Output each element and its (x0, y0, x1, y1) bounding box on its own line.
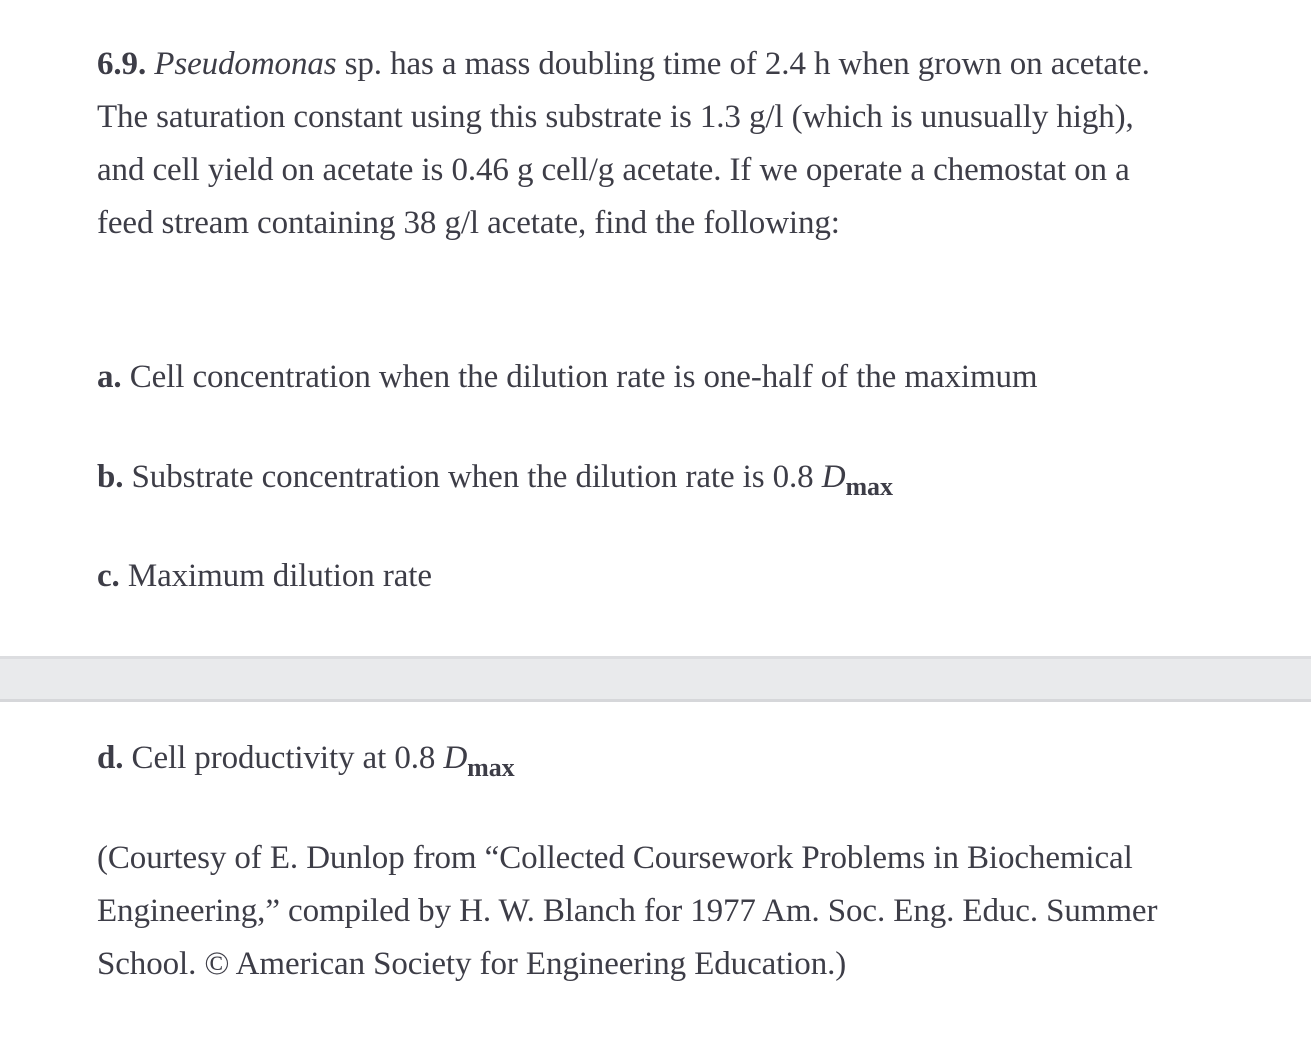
part-d (97, 732, 515, 786)
part-d-text: Cell productivity at 0.8 (123, 740, 444, 776)
part-d-symbol: D (443, 740, 468, 776)
problem-statement-text: sp. has a mass doubling time of 2.4 h when grown on acetate. The saturation constant using this substrate is 1.3 g/l (which is unusually high), and cell yield on acetate is 0.46 g cell/g acetate. If we operate a chemostat on a feed stream containing 38 g/l acetate, find the following: (97, 46, 1150, 241)
part-b-symbol: D (821, 459, 846, 495)
part-c-label: c. (97, 558, 120, 594)
part-c-text: Maximum dilution rate (119, 558, 432, 594)
section-divider (0, 656, 1311, 702)
problem-number: 6.9. (97, 46, 147, 82)
part-d-label: d. (97, 740, 124, 776)
part-a (97, 351, 1038, 404)
part-b-label: b. (97, 459, 124, 495)
part-a-label: a. (97, 359, 122, 395)
part-a-text: Cell concentration when the dilution rate is one-half of the maximum (121, 359, 1038, 395)
problem-statement (97, 38, 1167, 250)
part-c (97, 550, 432, 603)
part-b-text: Substrate concentration when the dilution rate is 0.8 (123, 459, 822, 495)
part-d-subscript: max (467, 753, 515, 782)
part-b-subscript: max (845, 472, 893, 501)
organism-name: Pseudomonas (154, 46, 337, 82)
courtesy-note: (Courtesy of E. Dunlop from “Collected Coursework Problems in Biochemical Engineering,” compiled by H. W. Blanch for 1977 Am. Soc. Eng. Educ. Summer School. © American Society for Engineering Education.) (97, 840, 1158, 982)
part-b (97, 451, 893, 505)
